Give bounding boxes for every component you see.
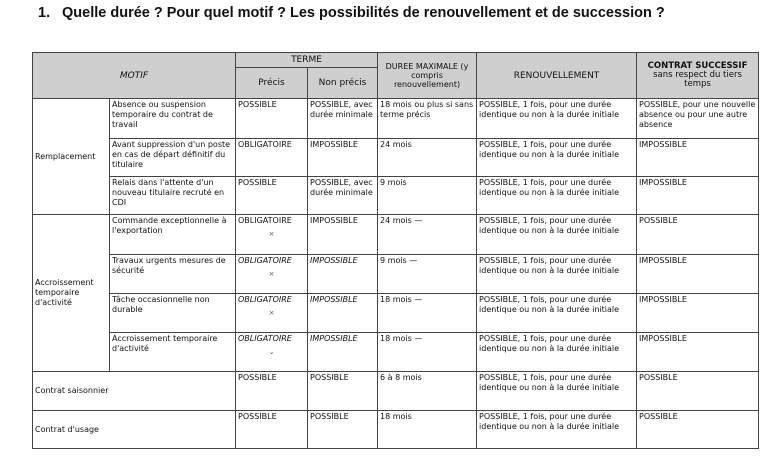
- header-contrat-successif: [637, 53, 759, 99]
- row-precis: [236, 215, 308, 255]
- row-non-precis: IMPOSSIBLE: [308, 139, 378, 177]
- table-row: [33, 411, 759, 449]
- row-successif: POSSIBLE: [637, 215, 759, 255]
- row-duree: 9 mois: [378, 177, 477, 215]
- row-non-precis: POSSIBLE, avec durée minimale: [308, 177, 378, 215]
- header-precis: Précis: [236, 68, 308, 99]
- row-renouvellement: POSSIBLE, 1 fois, pour une durée identique ou non à la durée initiale: [477, 99, 637, 139]
- handwritten-mark: ×: [268, 270, 275, 278]
- table-row: [33, 294, 759, 333]
- table-row: [33, 372, 759, 411]
- header-contrat-successif-sub: sans respect du tiers temps: [653, 70, 742, 89]
- group-remplacement: Remplacement: [33, 99, 110, 215]
- row-motif: Travaux urgents mesures de sécurité: [110, 255, 236, 294]
- header-terme: TERME: [236, 53, 378, 68]
- row-duree: 24 mois: [378, 139, 477, 177]
- table-row: [33, 215, 759, 255]
- row-successif: IMPOSSIBLE: [637, 255, 759, 294]
- row-renouvellement: POSSIBLE, 1 fois, pour une durée identique ou non à la durée initiale: [477, 177, 637, 215]
- row-non-precis: IMPOSSIBLE: [308, 215, 378, 255]
- row-successif: POSSIBLE: [637, 372, 759, 411]
- row-motif: Absence ou suspension temporaire du contrat de travail: [110, 99, 236, 139]
- row-renouvellement: POSSIBLE, 1 fois, pour une durée identique ou non à la durée initiale: [477, 215, 637, 255]
- row-renouvellement: POSSIBLE, 1 fois, pour une durée identique ou non à la durée initiale: [477, 294, 637, 333]
- row-non-precis: POSSIBLE, avec durée minimale: [308, 99, 378, 139]
- row-precis: [236, 294, 308, 333]
- row-precis: POSSIBLE: [236, 99, 308, 139]
- table-row: [33, 177, 759, 215]
- row-motif: Commande exceptionnelle à l'exportation: [110, 215, 236, 255]
- header-duree: DUREE MAXIMALE (y compris renouvellement): [378, 53, 477, 99]
- row-non-precis: POSSIBLE: [308, 372, 378, 411]
- row-motif: Contrat d'usage: [33, 411, 236, 449]
- header-contrat-successif-title: CONTRAT SUCCESSIF: [647, 61, 748, 71]
- row-renouvellement: POSSIBLE, 1 fois, pour une durée identique ou non à la durée initiale: [477, 139, 637, 177]
- table-row: [33, 255, 759, 294]
- row-duree: 18 mois —: [378, 333, 477, 372]
- row-precis-text: OBLIGATOIRE: [238, 256, 292, 265]
- row-duree: 6 à 8 mois: [378, 372, 477, 411]
- handwritten-mark: ⌄: [268, 348, 275, 356]
- row-precis: [236, 333, 308, 372]
- row-non-precis: IMPOSSIBLE: [308, 333, 378, 372]
- row-motif: Tâche occasionnelle non durable: [110, 294, 236, 333]
- row-successif: IMPOSSIBLE: [637, 177, 759, 215]
- row-precis: POSSIBLE: [236, 372, 308, 411]
- row-successif: IMPOSSIBLE: [637, 294, 759, 333]
- row-non-precis: IMPOSSIBLE: [308, 255, 378, 294]
- row-non-precis: IMPOSSIBLE: [308, 294, 378, 333]
- row-precis-text: OBLIGATOIRE: [238, 334, 292, 343]
- row-renouvellement: POSSIBLE, 1 fois, pour une durée identique ou non à la durée initiale: [477, 372, 637, 411]
- header-motif: MOTIF: [33, 53, 236, 99]
- row-precis-text: OBLIGATOIRE: [238, 216, 292, 225]
- row-renouvellement: POSSIBLE, 1 fois, pour une durée identique ou non à la durée initiale: [477, 255, 637, 294]
- section-title-text: Quelle durée ? Pour quel motif ? Les possibilités de renouvellement et de succession ?: [62, 5, 665, 21]
- row-duree: 18 mois —: [378, 294, 477, 333]
- row-duree: 24 mois —: [378, 215, 477, 255]
- row-precis: POSSIBLE: [236, 177, 308, 215]
- row-motif: Accroissement temporaire d'activité: [110, 333, 236, 372]
- section-title: [38, 6, 758, 21]
- row-successif: POSSIBLE, pour une nouvelle absence ou pour une autre absence: [637, 99, 759, 139]
- row-successif: POSSIBLE: [637, 411, 759, 449]
- row-successif: IMPOSSIBLE: [637, 333, 759, 372]
- table-row: [33, 139, 759, 177]
- row-motif: Avant suppression d'un poste en cas de départ définitif du titulaire: [110, 139, 236, 177]
- row-renouvellement: POSSIBLE, 1 fois, pour une durée identique ou non à la durée initiale: [477, 411, 637, 449]
- row-renouvellement: POSSIBLE, 1 fois, pour une durée identique ou non à la durée initiale: [477, 333, 637, 372]
- row-precis: POSSIBLE: [236, 411, 308, 449]
- handwritten-mark: ×: [268, 230, 275, 238]
- header-renouvellement: RENOUVELLEMENT: [477, 53, 637, 99]
- row-duree: 9 mois —: [378, 255, 477, 294]
- row-duree: 18 mois: [378, 411, 477, 449]
- row-precis-text: OBLIGATOIRE: [238, 295, 292, 304]
- row-motif: Relais dans l'attente d'un nouveau titulaire recruté en CDI: [110, 177, 236, 215]
- section-number: 1.: [38, 5, 51, 21]
- row-motif: Contrat saisonnier: [33, 372, 236, 411]
- row-successif: IMPOSSIBLE: [637, 139, 759, 177]
- row-duree: 18 mois ou plus si sans terme précis: [378, 99, 477, 139]
- table-row: [33, 99, 759, 139]
- header-non-precis: Non précis: [308, 68, 378, 99]
- table-row: [33, 333, 759, 372]
- cdd-table: [32, 52, 759, 449]
- row-non-precis: POSSIBLE: [308, 411, 378, 449]
- row-precis: [236, 255, 308, 294]
- handwritten-mark: ×: [268, 309, 275, 317]
- group-accroissement: Accroissement temporaire d'activité: [33, 215, 110, 372]
- row-precis: OBLIGATOIRE: [236, 139, 308, 177]
